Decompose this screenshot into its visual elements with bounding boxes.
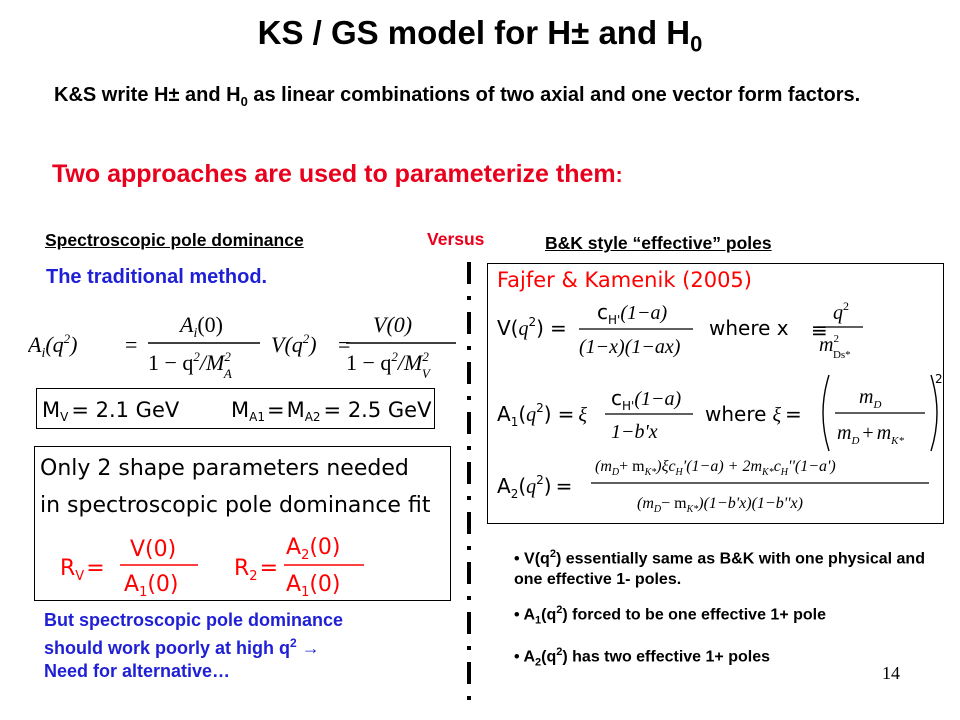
R2-numerator: $A_2(0)$ <box>286 535 341 563</box>
slide-title <box>0 14 960 58</box>
fk-A1-lhs: $A_1(q^2) = \xi$ <box>497 401 587 429</box>
conclusion-line2: should work poorly at high $q^2$ → <box>44 636 320 658</box>
fk-V-lhs: $V(q^2)$ = <box>497 315 567 340</box>
bullet-item-2: • $A_1(q^2)$ forced to be one effective 1+ pole <box>514 604 826 627</box>
fk-V-denominator: (1−x)(1−ax) <box>579 336 681 358</box>
intro-part1: K&S write H <box>54 84 169 106</box>
conclusion-text <box>44 609 464 683</box>
fk-V-numerator: $c_{H'}(1-a)$ <box>597 300 668 327</box>
title-and: and H <box>589 14 691 51</box>
bullet-list <box>514 544 944 683</box>
fk-A2-lhs: $A_2(q^2)$ = <box>497 473 573 501</box>
conclusion-line1: But spectroscopic pole dominance <box>44 610 344 630</box>
fk-where-x: where x <box>709 316 789 340</box>
intro-part3: as linear combinations of two axial and one vector form factors. <box>247 84 861 106</box>
pole-dominance-formulas <box>28 308 458 380</box>
approaches-heading <box>52 160 623 189</box>
fk-xi-exponent: 2 <box>935 372 943 386</box>
Ai-lhs: $A_i(q^2)$ <box>28 331 78 361</box>
shape-line1: Only 2 shape parameters needed <box>40 456 409 481</box>
eq-sign-1: = <box>125 332 138 357</box>
approaches-colon: : <box>615 164 623 187</box>
R2-denominator: $A_1(0)$ <box>286 572 341 600</box>
conclusion-line3: Need for alternative… <box>44 661 231 681</box>
shape-line2: in spectroscopic pole dominance fit <box>40 493 431 518</box>
fk-right-paren <box>931 375 937 451</box>
V-denominator: $1 - q^2/M^2$ V <box>346 349 430 380</box>
eq-sign-2: = <box>338 332 351 357</box>
fk-left-paren <box>823 375 829 451</box>
approaches-text: Two approaches are used to parameterize them <box>52 160 616 188</box>
V-lhs: $V(q^2)$ <box>271 331 317 357</box>
V-numerator: V(0) <box>373 312 413 337</box>
fk-x-denominator: $m^2$ Ds* <box>819 333 851 361</box>
title-sub0: 0 <box>690 31 703 57</box>
Ai-numerator: $A_i(0)$ <box>180 312 223 341</box>
R2-label: $R_2=$ <box>234 556 279 584</box>
bullet-item-1: • $V(q^2)$ essentially same as B&K with one physical and one effective 1- poles. <box>514 548 925 589</box>
intro-part2: and H <box>179 84 241 106</box>
mass-MA: MA1=MA2 = 2.5 GeV <box>231 398 432 424</box>
fajfer-kamenik-box <box>487 263 945 525</box>
intro-pm: ± <box>168 84 180 106</box>
Ai-denominator: $1 - q^2/M^2$ A <box>148 349 232 380</box>
fk-where-xi: where ξ = <box>705 402 802 426</box>
fk-x-numerator: $q^2$ <box>833 299 849 324</box>
fk-xi-numerator: $m_D$ <box>859 386 882 411</box>
traditional-method-label: The traditional method. <box>46 266 268 288</box>
right-column-header: B&K style “effective” poles <box>545 233 772 253</box>
RV-numerator: V(0) <box>130 537 177 562</box>
fk-A1-numerator: $c_{H'}(1-a)$ <box>611 386 682 413</box>
fk-A2-denominator: $(m_D- m_{K*})(1-b'x)(1-b''x)$ <box>637 495 803 515</box>
fk-A2-numerator: $(m_D+ m_{K*})\xi c_H'(1-a) + 2m_{K*}c_H''(1-a')$ <box>595 458 836 478</box>
versus-label: Versus <box>427 229 485 249</box>
fk-xi-denominator: $m_D + m_{K*}$ <box>837 422 904 447</box>
bullet-item-3: • $A_2(q^2)$ has two effective 1+ poles <box>514 645 770 669</box>
column-divider <box>467 262 471 712</box>
page-number: 14 <box>882 663 900 683</box>
left-column-header: Spectroscopic pole dominance <box>45 230 304 250</box>
fk-reference: Fajfer & Kamenik (2005) <box>497 268 752 292</box>
RV-label: $R_V=$ <box>60 556 105 584</box>
fk-A1-denominator: 1−b'x <box>611 421 658 443</box>
masses-box <box>36 388 436 430</box>
fk-equiv: ≡ <box>811 318 828 342</box>
title-pm: ± <box>571 14 590 51</box>
RV-denominator: $A_1(0)$ <box>124 572 179 600</box>
intro-text <box>54 80 914 117</box>
mass-MV: MV = 2.1 GeV <box>42 398 180 424</box>
title-text: KS / GS model for H <box>257 14 572 51</box>
shape-parameters-box <box>34 446 452 602</box>
intro-sub0: 0 <box>240 94 248 109</box>
